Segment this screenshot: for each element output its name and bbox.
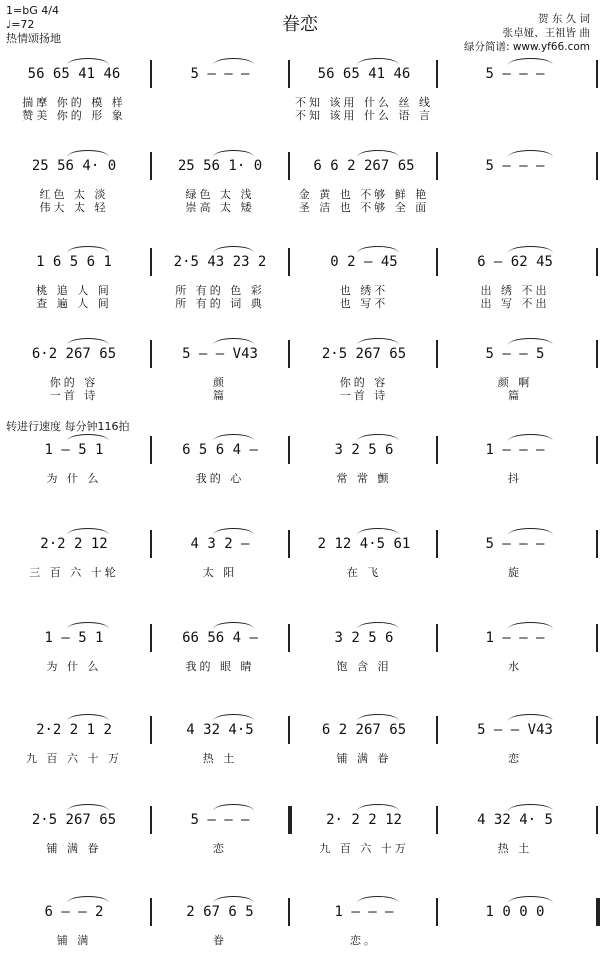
lyric-text: 恋 bbox=[508, 752, 522, 765]
slur-mark bbox=[67, 246, 109, 253]
key-signature: 1=bG bbox=[6, 4, 38, 17]
slur-mark bbox=[508, 528, 553, 535]
lyric-text: 出 写 不出 bbox=[480, 297, 550, 310]
slur-mark bbox=[67, 804, 109, 811]
lyric-text: 也 绣不 bbox=[339, 284, 389, 297]
slur-mark bbox=[357, 896, 399, 903]
slur-mark bbox=[508, 150, 553, 157]
tempo-change-note: 转进行速度 每分钟116拍 bbox=[6, 420, 130, 433]
barline bbox=[436, 898, 438, 926]
slur-mark bbox=[67, 58, 109, 65]
measure: 5 – – – bbox=[485, 158, 545, 174]
slur-mark bbox=[67, 434, 109, 441]
slur-mark bbox=[213, 528, 254, 535]
lyric-text: 抖 bbox=[508, 472, 522, 485]
barline bbox=[288, 60, 290, 88]
slur-mark bbox=[213, 804, 254, 811]
measure: 6 – – 2 bbox=[44, 904, 104, 920]
expression-marking: 热情颂扬地 bbox=[6, 32, 61, 45]
measure: 1 – – – bbox=[485, 630, 545, 646]
lyricist-credit: 贺 东 久 词 bbox=[537, 13, 590, 25]
lyric-text: 桃 追 人 间 bbox=[36, 284, 112, 297]
slur-mark bbox=[213, 246, 254, 253]
lyric-text: 颜 啊 bbox=[497, 376, 533, 389]
measure: 5 – – 5 bbox=[485, 346, 545, 362]
measure: 6 6 2 267 65 bbox=[313, 158, 415, 174]
measure: 25 56 1· 0 bbox=[177, 158, 263, 174]
lyric-text: 铺 满 眷 bbox=[336, 752, 392, 765]
lyric-text: 三 百 六 十轮 bbox=[29, 566, 119, 579]
measure: 2 12 4·5 61 bbox=[317, 536, 411, 552]
lyric-text: 我的 心 bbox=[195, 472, 245, 485]
barline bbox=[596, 806, 598, 834]
lyric-text: 所 有的 词 典 bbox=[175, 297, 265, 310]
lyric-text: 一首 诗 bbox=[49, 389, 99, 402]
tempo-marking: ♩=72 bbox=[6, 18, 35, 31]
song-title: 眷恋 bbox=[282, 14, 318, 35]
slur-mark bbox=[213, 338, 254, 345]
barline bbox=[288, 624, 290, 652]
slur-mark bbox=[357, 246, 399, 253]
lyric-text: 金 黄 也 不够 鲜 艳 bbox=[298, 188, 430, 201]
measure: 25 56 4· 0 bbox=[31, 158, 117, 174]
measure: 2·2 2 1 2 bbox=[36, 722, 112, 738]
lyric-text: 眷 bbox=[213, 934, 227, 947]
measure: 2·5 267 65 bbox=[31, 812, 117, 828]
barline bbox=[596, 436, 598, 464]
barline bbox=[596, 340, 598, 368]
measure: 5 – – V43 bbox=[477, 722, 553, 738]
lyric-text: 铺 满 bbox=[56, 934, 92, 947]
lyric-text: 圣 洁 也 不够 全 面 bbox=[298, 201, 430, 214]
barline bbox=[436, 716, 438, 744]
lyric-text: 在 飞 bbox=[346, 566, 382, 579]
measure: 1 6 5 6 1 bbox=[36, 254, 112, 270]
barline bbox=[596, 716, 598, 744]
slur-mark bbox=[213, 896, 254, 903]
measure: 1 – – – bbox=[334, 904, 394, 920]
barline bbox=[436, 60, 438, 88]
slur-mark bbox=[508, 338, 553, 345]
measure: 5 – – – bbox=[190, 66, 250, 82]
lyric-text: 为 什 么 bbox=[46, 472, 102, 485]
lyric-text: 查 遍 人 间 bbox=[36, 297, 112, 310]
slur-mark bbox=[67, 338, 109, 345]
barline bbox=[288, 436, 290, 464]
barline bbox=[596, 530, 598, 558]
measure: 3 2 5 6 bbox=[334, 630, 394, 646]
slur-mark bbox=[67, 896, 109, 903]
barline bbox=[288, 340, 290, 368]
slur-mark bbox=[508, 804, 553, 811]
barline bbox=[436, 340, 438, 368]
slur-mark bbox=[357, 714, 399, 721]
slur-mark bbox=[357, 434, 399, 441]
measure: 6 – 62 45 bbox=[477, 254, 553, 270]
measure: 56 65 41 46 bbox=[317, 66, 411, 82]
barline bbox=[288, 152, 290, 180]
lyric-text: 篇 bbox=[213, 389, 227, 402]
barline bbox=[596, 152, 598, 180]
measure: 1 0 0 0 bbox=[485, 904, 545, 920]
slur-mark bbox=[213, 622, 254, 629]
barline bbox=[288, 716, 290, 744]
slur-mark bbox=[357, 804, 399, 811]
barline bbox=[288, 248, 290, 276]
measure: 5 – – V43 bbox=[182, 346, 258, 362]
measure: 56 65 41 46 bbox=[27, 66, 121, 82]
measure: 5 – – – bbox=[190, 812, 250, 828]
slur-mark bbox=[508, 714, 553, 721]
lyric-text: 为 什 么 bbox=[46, 660, 102, 673]
slur-mark bbox=[67, 150, 109, 157]
measure: 2· 2 2 12 bbox=[326, 812, 402, 828]
measure: 1 – – – bbox=[485, 442, 545, 458]
lyric-text: 常 常 颤 bbox=[336, 472, 392, 485]
slur-mark bbox=[508, 246, 553, 253]
measure: 2·5 43 23 2 bbox=[173, 254, 267, 270]
slur-mark bbox=[213, 150, 254, 157]
slur-mark bbox=[67, 622, 109, 629]
lyric-text: 也 写不 bbox=[339, 297, 389, 310]
lyric-text: 所 有的 色 彩 bbox=[175, 284, 265, 297]
measure: 5 – – – bbox=[485, 536, 545, 552]
lyric-text: 恋。 bbox=[350, 934, 378, 947]
slur-mark bbox=[508, 434, 553, 441]
time-signature: 4/4 bbox=[41, 4, 59, 17]
lyric-text: 你的 容 bbox=[339, 376, 389, 389]
lyric-text: 不知 该用 什么 语 言 bbox=[295, 109, 433, 122]
slur-mark bbox=[508, 896, 553, 903]
lyric-text: 一首 诗 bbox=[339, 389, 389, 402]
slur-mark bbox=[357, 622, 399, 629]
lyric-text: 崇高 太 矮 bbox=[185, 201, 255, 214]
lyric-text: 不知 该用 什么 丝 线 bbox=[295, 96, 433, 109]
lyric-text: 九 百 六 十 万 bbox=[26, 752, 122, 765]
measure: 4 32 4· 5 bbox=[477, 812, 553, 828]
measure: 66 56 4 – bbox=[182, 630, 258, 646]
measure: 1 – 5 1 bbox=[44, 630, 104, 646]
barline bbox=[436, 806, 438, 834]
measure: 6 2 267 65 bbox=[321, 722, 407, 738]
measure: 4 32 4·5 bbox=[186, 722, 254, 738]
lyric-text: 热 土 bbox=[497, 842, 533, 855]
slur-mark bbox=[67, 528, 109, 535]
barline bbox=[596, 624, 598, 652]
slur-mark bbox=[357, 338, 399, 345]
lyric-text: 热 土 bbox=[202, 752, 238, 765]
slur-mark bbox=[213, 58, 254, 65]
lyric-text: 铺 满 眷 bbox=[46, 842, 102, 855]
lyric-text: 赞美 你的 形 象 bbox=[22, 109, 126, 122]
lyric-text: 饱 含 泪 bbox=[336, 660, 392, 673]
lyric-text: 出 绣 不出 bbox=[480, 284, 550, 297]
barline bbox=[288, 530, 290, 558]
lyric-text: 你的 容 bbox=[49, 376, 99, 389]
barline bbox=[436, 624, 438, 652]
slur-mark bbox=[213, 714, 254, 721]
barline bbox=[288, 898, 290, 926]
lyric-text: 九 百 六 十万 bbox=[319, 842, 409, 855]
barline bbox=[436, 530, 438, 558]
slur-mark bbox=[67, 714, 109, 721]
barline bbox=[288, 806, 292, 834]
barline bbox=[596, 60, 598, 88]
barline bbox=[436, 436, 438, 464]
credits bbox=[464, 12, 590, 54]
measure: 0 2 – 45 bbox=[330, 254, 398, 270]
measure: 6 5 6 4 – bbox=[182, 442, 258, 458]
measure: 1 – 5 1 bbox=[44, 442, 104, 458]
measure: 6·2 267 65 bbox=[31, 346, 117, 362]
barline bbox=[596, 248, 598, 276]
measure: 2·5 267 65 bbox=[321, 346, 407, 362]
measure: 3 2 5 6 bbox=[334, 442, 394, 458]
lyric-text: 揣摩 你的 模 样 bbox=[22, 96, 126, 109]
measure: 5 – – – bbox=[485, 66, 545, 82]
slur-mark bbox=[508, 622, 553, 629]
slur-mark bbox=[508, 58, 553, 65]
measure: 4 3 2 – bbox=[190, 536, 250, 552]
slur-mark bbox=[213, 434, 254, 441]
slur-mark bbox=[357, 528, 399, 535]
lyric-text: 伟大 太 轻 bbox=[39, 201, 109, 214]
slur-mark bbox=[357, 58, 399, 65]
lyric-text: 我的 眼 睛 bbox=[185, 660, 255, 673]
barline bbox=[436, 248, 438, 276]
source-credit: 绿分简谱: www.yf66.com bbox=[463, 41, 590, 53]
lyric-text: 绿色 太 浅 bbox=[185, 188, 255, 201]
lyric-text: 旋 bbox=[508, 566, 522, 579]
lyric-text: 红色 太 淡 bbox=[39, 188, 109, 201]
lyric-text: 颜 bbox=[213, 376, 227, 389]
measure: 2 67 6 5 bbox=[186, 904, 254, 920]
slur-mark bbox=[357, 150, 399, 157]
lyric-text: 恋 bbox=[213, 842, 227, 855]
lyric-text: 水 bbox=[508, 660, 522, 673]
barline bbox=[596, 898, 600, 926]
barline bbox=[436, 152, 438, 180]
lyric-text: 篇 bbox=[508, 389, 522, 402]
composer-credit: 张卓娅、王祖皆 曲 bbox=[502, 27, 590, 39]
lyric-text: 太 阳 bbox=[202, 566, 238, 579]
measure: 2·2 2 12 bbox=[40, 536, 108, 552]
